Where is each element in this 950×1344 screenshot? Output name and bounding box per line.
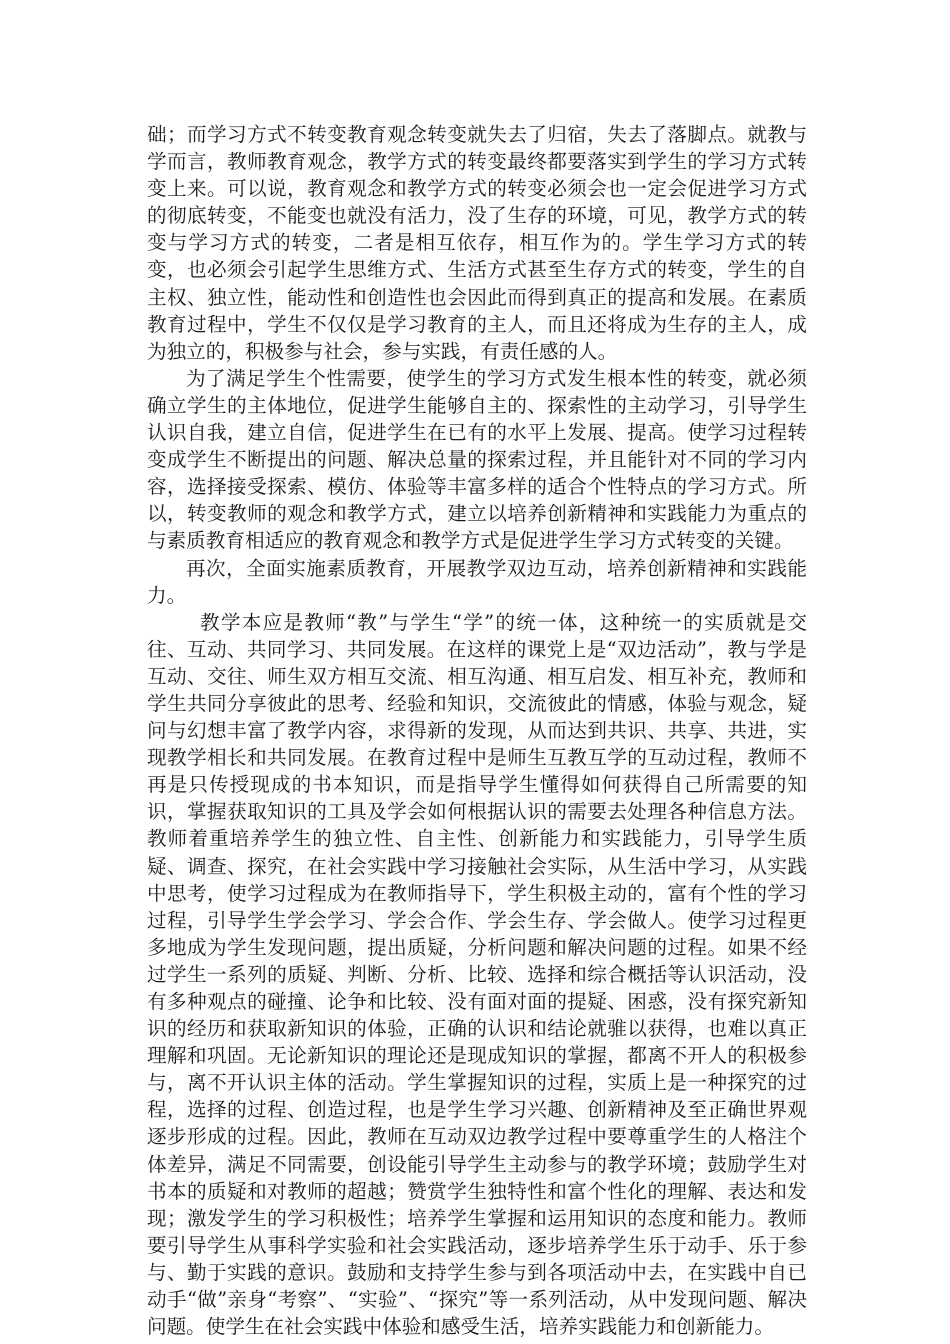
paragraph-quality-education: 再次，全面实施素质教育，开展教学双边互动，培养创新精神和实践能力。 [147, 556, 807, 607]
paragraph-continued: 础；而学习方式不转变教育观念转变就失去了归宿，失去了落脚点。就教与学而言，教师教育观念，教学方式的转变最终都要落实到学生的学习方式转变上来。可以说，教育观念和教学方式的转变必须会也一定会促进学习方式的彻底转变，不能变也就没有活力，没了生存的环境，可见，教学方式的转变与学习方式的转变，二者是相互依存，相互作为的。学生学习方式的转变，也必须会引起学生思维方式、生活方式甚至生存方式的转变，学生的自主权、独立性，能动性和创造性也会因此而得到真正的提高和发展。在素质教育过程中，学生不仅仅是学习教育的主人，而且还将成为生存的主人，成为独立的，积极参与社会，参与实践，有责任感的人。 [147, 123, 807, 363]
paragraph-student-subject: 为了满足学生个性需要，使学生的学习方式发生根本性的转变，就必须确立学生的主体地位，促进学生能够自主的、探索性的主动学习，引导学生认识自我，建立自信，促进学生在已有的水平上发展、提高。使学习过程转变成学生不断提出的问题、解决总量的探索过程，并且能针对不同的学习内容，选择接受探索、模仿、体验等丰富多样的适合个性特点的学习方式。所以，转变教师的观念和教学方式，建立以培养创新精神和实践能力为重点的与素质教育相适应的教育观念和教学方式是促进学生学习方式转变的关键。 [147, 366, 807, 553]
body-text [147, 121, 807, 1340]
paragraph-interactive-teaching: 教学本应是教师“教”与学生“学”的统一体，这种统一的实质就是交往、互动、共同学习、共同发展。在这样的课党上是“双边活动”，教与学是互动、交往、师生双方相互交流、相互沟通、相互启发、相互补充，教师和学生共同分享彼此的思考、经验和知识，交流彼此的情感，体验与观念，疑问与幻想丰富了教学内容，求得新的发现，从而达到共识、共享、共进，实现教学相长和共同发展。在教育过程中是师生互教互学的互动过程，教师不再是只传授现成的书本知识，而是指导学生懂得如何获得自己所需要的知识，掌握获取知识的工具及学会如何根据认识的需要去处理各种信息方法。教师着重培养学生的独立性、自主性、创新能力和实践能力，引导学生质疑、调查、探究，在社会实践中学习接触社会实际，从生活中学习，从实践中思考，使学习过程成为在教师指导下，学生积极主动的，富有个性的学习过程，引导学生学会学习、学会合作、学会生存、学会做人。使学习过程更多地成为学生发现问题，提出质疑，分析问题和解决问题的过程。如果不经过学生一系列的质疑、判断、分析、比较、选择和综合概括等认识活动，没有多种观点的碰撞、论争和比较、没有面对面的提疑、困惑，没有探究新知识的经历和获取新知识的体验，正确的认识和结论就骓以获得，也难以真正理解和巩固。无论新知识的理论还是现成知识的掌握，都离不开人的积极参与，离不开认识主体的活动。学生掌握知识的过程，实质上是一种探究的过程，选择的过程、创造过程，也是学生学习兴趣、创新精神及至正确世界观逐步形成的过程。因此，教师在互动双边教学过程中要尊重学生的人格注个体差异，满足不同需要，创设能引导学生主动参与的教学环境；鼓励学生对书本的质疑和对教师的超越；赞赏学生独特性和富个性化的理解、表达和发现；激发学生的学习积极性；培养学生掌握和运用知识的态度和能力。教师要引导学生从事科学实验和社会实践活动，逐步培养学生乐于动手、乐于参与、勤于实践的意识。鼓励和支持学生参与到各项活动中去，在实践中自已动手“做”亲身“考察”、“实验”、“探究”等一系列活动，从中发现问题、解决问题。使学生在社会实践中体验和感受生活，培养实践能力和创新能力。 [147, 610, 807, 1339]
